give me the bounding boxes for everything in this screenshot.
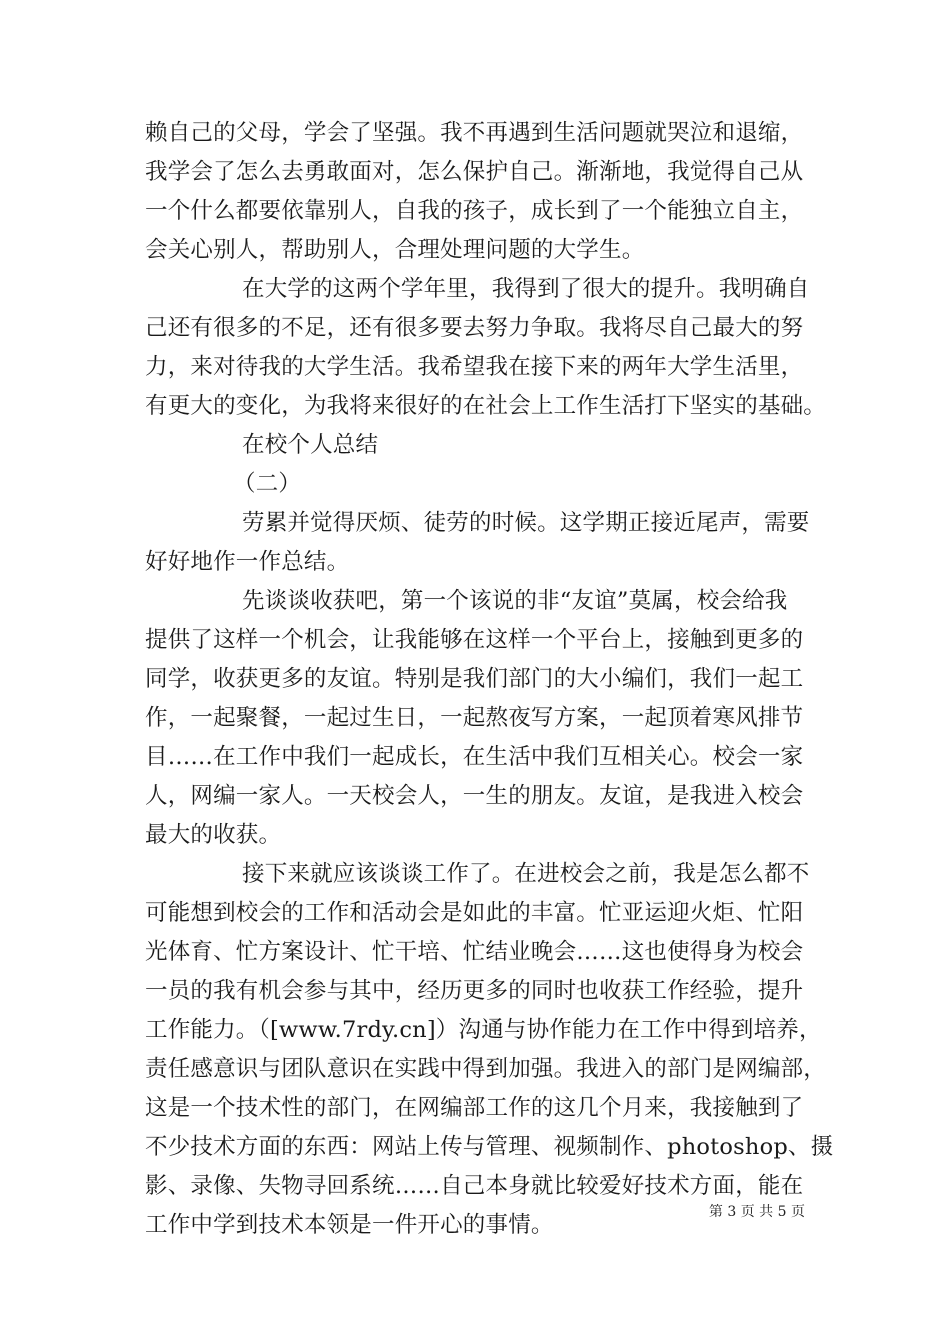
document-page — [145, 114, 834, 1245]
text-line: 可能想到校会的工作和活动会是如此的丰富。忙亚运迎火炬、忙阳 — [145, 900, 804, 926]
text-line: 工作中学到技术本领是一件开心的事情。 — [145, 1212, 554, 1238]
text-line: 影、录像、失物寻回系统……自己本身就比较爱好技术方面，能在 — [145, 1173, 804, 1199]
text-line: 己还有很多的不足，还有很多要去努力争取。我将尽自己最大的努 — [145, 315, 804, 341]
text-line: 工作能力。（[www.7rdy.cn]）沟通与协作能力在工作中得到培养， — [145, 1017, 822, 1043]
page-number-footer: 第 3 页 共 5 页 — [708, 1204, 805, 1220]
section-title: 在校个人总结 — [242, 432, 379, 458]
text-line: 不少技术方面的东西：网站上传与管理、视频制作、photoshop、摄 — [145, 1134, 834, 1160]
paragraph-first-line: 劳累并觉得厌烦、徒劳的时候。这学期正接近尾声，需要 — [242, 510, 810, 536]
text-line: 有更大的变化，为我将来很好的在社会上工作生活打下坚实的基础。 — [145, 393, 827, 419]
text-line: 光体育、忙方案设计、忙干培、忙结业晚会……这也使得身为校会 — [145, 939, 804, 965]
text-line: 我学会了怎么去勇敢面对，怎么保护自己。渐渐地，我觉得自己从 — [145, 159, 804, 185]
paragraph-first-line: 在大学的这两个学年里，我得到了很大的提升。我明确自 — [242, 276, 810, 302]
text-line: 作，一起聚餐，一起过生日，一起熬夜写方案，一起顶着寒风排节 — [145, 705, 804, 731]
text-line: 力，来对待我的大学生活。我希望我在接下来的两年大学生活里， — [145, 354, 804, 380]
section-number: （二） — [233, 471, 302, 497]
text-line: 目……在工作中我们一起成长，在生活中我们互相关心。校会一家 — [145, 744, 804, 770]
text-line: 同学，收获更多的友谊。特别是我们部门的大小编们，我们一起工 — [145, 666, 804, 692]
text-line: 赖自己的父母，学会了坚强。我不再遇到生活问题就哭泣和退缩， — [145, 120, 804, 146]
text-line: 一个什么都要依靠别人，自我的孩子，成长到了一个能独立自主， — [145, 198, 804, 224]
text-line: 会关心别人，帮助别人，合理处理问题的大学生。 — [145, 237, 645, 263]
text-line: 人，网编一家人。一天校会人，一生的朋友。友谊，是我进入校会 — [145, 783, 804, 809]
text-line: 提供了这样一个机会，让我能够在这样一个平台上，接触到更多的 — [145, 627, 804, 653]
text-line: 最大的收获。 — [145, 822, 282, 848]
text-line: 这是一个技术性的部门，在网编部工作的这几个月来，我接触到了 — [145, 1095, 804, 1121]
text-line: 一员的我有机会参与其中，经历更多的同时也收获工作经验，提升 — [145, 978, 804, 1004]
text-line: 责任感意识与团队意识在实践中得到加强。我进入的部门是网编部， — [145, 1056, 827, 1082]
text-line: 好好地作一作总结。 — [145, 549, 350, 575]
paragraph-first-line: 接下来就应该谈谈工作了。在进校会之前，我是怎么都不 — [242, 861, 810, 887]
paragraph-first-line: 先谈谈收获吧，第一个该说的非“友谊”莫属，校会给我 — [242, 588, 788, 614]
